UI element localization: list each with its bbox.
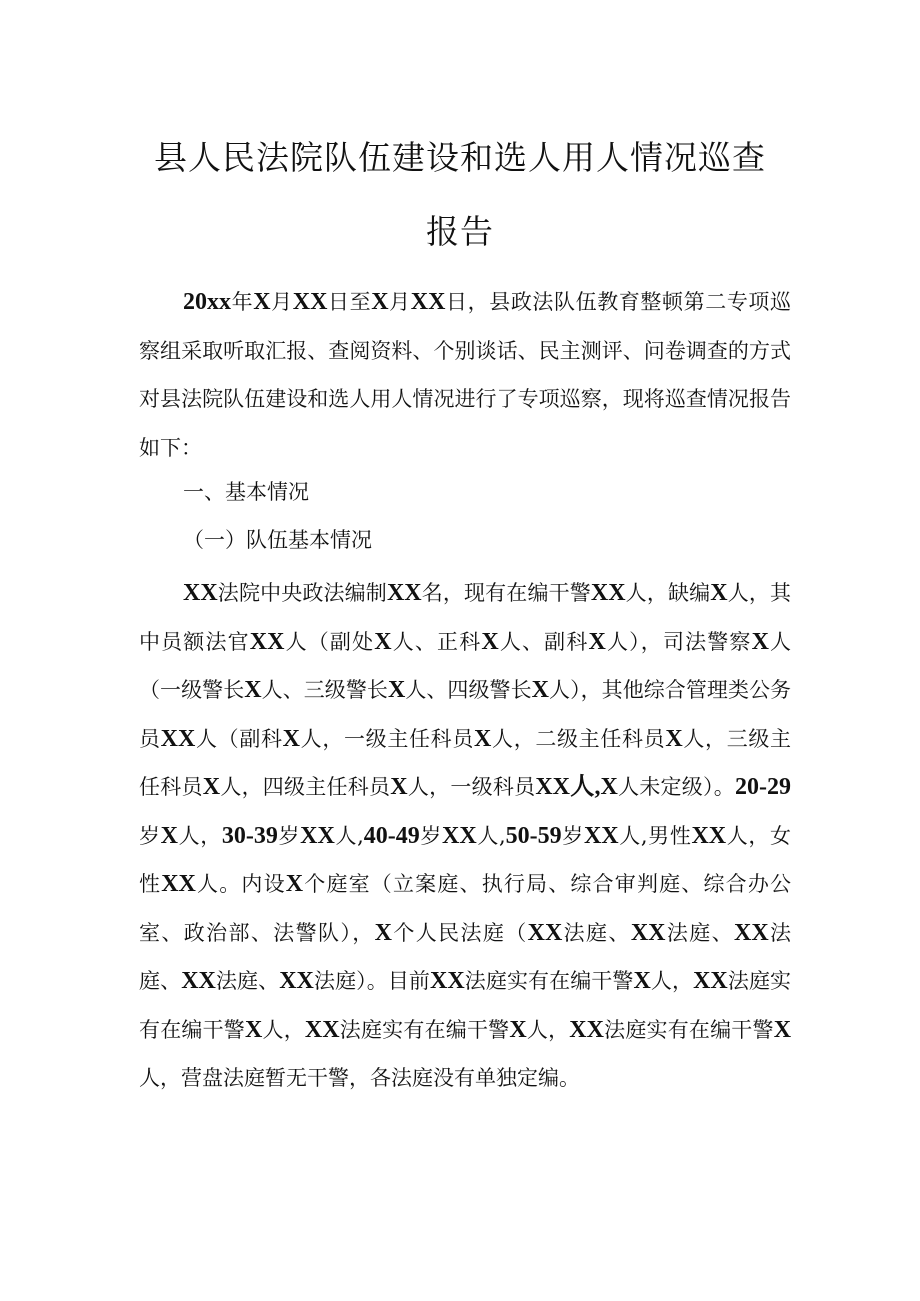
bold-text-run: XX: [442, 822, 477, 849]
text-run: 年: [231, 290, 254, 314]
bold-text-run: XX: [590, 580, 626, 606]
body-paragraph: [139, 569, 791, 1103]
text-run: 日至: [327, 290, 372, 314]
bold-text-run: XX: [300, 822, 335, 849]
bold-text-run: X: [160, 822, 178, 849]
bold-text-run: XX: [161, 871, 196, 897]
text-run: 人（一级警长: [139, 629, 792, 702]
bold-text-run: X: [244, 677, 262, 703]
text-run: 个人民法庭（: [391, 920, 528, 945]
text-run: 人，: [650, 969, 694, 993]
bold-text-run: XX: [569, 1016, 604, 1043]
text-run: 人,: [476, 823, 506, 848]
text-run: 个庭室（立案庭、执行局、综合审判庭、综合办公室、政治部、法警队），: [139, 872, 792, 945]
bold-text-run: XX: [279, 968, 314, 994]
text-run: 月: [388, 290, 411, 314]
text-run: 人，营盘法庭暂无干警，各法庭没有单独定编。: [139, 1066, 580, 1090]
bold-text-run: 20xx: [183, 289, 231, 315]
text-run: 法庭实有在编干警: [339, 1017, 510, 1042]
bold-text-run: X: [202, 774, 221, 800]
bold-text-run: X: [665, 725, 683, 752]
bold-text-run: XX: [410, 289, 446, 315]
text-run: 人未定级）。: [617, 775, 736, 799]
bold-text-run: XX: [304, 1016, 340, 1043]
bold-text-run: X: [531, 677, 549, 703]
text-run: 人（副科: [195, 726, 283, 751]
bold-text-run: X: [600, 774, 618, 800]
text-run: 法庭实有在编干警: [603, 1017, 774, 1042]
text-run: 人，: [526, 1017, 570, 1042]
text-run: 人，: [262, 1017, 305, 1042]
text-run: 人，四级主任科员: [220, 775, 391, 799]
bold-text-run: XX: [160, 725, 196, 752]
bold-text-run: XX: [583, 822, 619, 849]
text-run: 人、三级警长: [261, 678, 388, 702]
bold-text-run: X: [374, 919, 392, 946]
text-run: 法庭）。目前: [313, 969, 431, 993]
document-title-line-2: 报告: [426, 212, 494, 251]
document-title-line-1: 县人民法院队伍建设和选人用人情况巡查: [154, 138, 766, 177]
bold-text-run: XX: [181, 968, 216, 994]
text-run: 人（副处: [284, 629, 375, 654]
text-run: 法庭、: [562, 920, 631, 945]
bold-text-run: X: [282, 725, 301, 752]
text-run: 人。内设: [195, 872, 286, 896]
bold-text-run: 40-49: [363, 822, 420, 849]
text-run: 日，县政法队伍教育整顿第二专项巡察组采取听取汇报、查阅资料、个别谈话、民主测评、问卷调查的方式对县法院队伍建设和选人用人情况进行了专项巡察，现将巡查情况报告如下：: [139, 290, 792, 460]
text-run: 人，一级主任科员: [300, 726, 475, 751]
text-run: 人,男性: [618, 823, 692, 848]
text-run: 人，其中员额法官: [139, 581, 792, 654]
bold-text-run: X: [588, 628, 606, 655]
text-run: 法庭、: [665, 920, 734, 945]
text-run: 人，: [177, 823, 222, 848]
bold-text-run: XX: [630, 919, 666, 946]
bold-text-run: X: [244, 1016, 263, 1043]
bold-text-run: XX: [386, 580, 422, 606]
text-run: 月: [270, 290, 293, 314]
bold-text-run: X: [509, 1016, 527, 1043]
bold-text-run: XX: [292, 289, 328, 315]
bold-text-run: XX: [430, 968, 465, 994]
text-run: 人，缺编: [625, 581, 711, 605]
text-run: 法庭、: [139, 920, 792, 993]
text-run: 法院中央政法编制: [217, 581, 387, 605]
bold-text-run: XX: [183, 580, 218, 606]
bold-text-run: X: [710, 580, 728, 606]
bold-text-run: XX: [249, 628, 285, 655]
subsection-heading: （一）队伍基本情况: [183, 528, 372, 552]
bold-text-run: 50-59: [505, 822, 562, 849]
text-run: 人、副科: [498, 629, 589, 654]
bold-text-run: XX: [535, 774, 570, 800]
bold-text-run: X: [253, 289, 271, 315]
bold-text-run: 30-39: [221, 822, 278, 849]
bold-text-run: X: [751, 628, 769, 655]
bold-text-run: X: [481, 628, 499, 655]
section-heading: 一、基本情况: [183, 480, 309, 504]
text-run: 人，一级科员: [407, 775, 536, 799]
bold-text-run: XX: [691, 822, 727, 849]
text-run: 人、正科: [391, 629, 482, 654]
bold-text-run: X: [390, 774, 408, 800]
text-run: 人），司法警察: [605, 629, 752, 654]
bold-text-run: 20-29: [735, 774, 792, 800]
text-run: 人，二级主任科员: [491, 726, 666, 751]
bold-text-run: XX: [693, 968, 728, 994]
bold-text-run: X: [474, 725, 492, 752]
text-run: 岁: [277, 823, 301, 848]
text-run: 人），其他综合管理类公务员: [139, 678, 792, 751]
text-run: 人,: [334, 823, 364, 848]
bold-text-run: X: [371, 289, 389, 315]
bold-text-run: 人,: [569, 774, 601, 800]
text-run: 岁: [139, 823, 161, 848]
text-run: 名，现有在编干警: [421, 581, 591, 605]
intro-paragraph: [139, 278, 791, 472]
text-run: 人，女性: [139, 823, 792, 896]
bold-text-run: X: [387, 677, 406, 703]
text-run: 人、四级警长: [405, 678, 532, 702]
text-run: 人，三级主任科员: [139, 726, 792, 799]
text-run: 岁: [419, 823, 443, 848]
bold-text-run: XX: [527, 919, 563, 946]
text-run: 法庭实有在编干警: [464, 969, 634, 993]
text-run: 法庭实有在编干警: [139, 969, 792, 1042]
text-run: 法庭、: [215, 969, 280, 993]
text-run: 岁: [561, 823, 584, 848]
bold-text-run: X: [285, 871, 304, 897]
bold-text-run: X: [773, 1016, 792, 1043]
bold-text-run: X: [374, 628, 392, 655]
bold-text-run: X: [633, 968, 651, 994]
bold-text-run: XX: [734, 919, 769, 946]
